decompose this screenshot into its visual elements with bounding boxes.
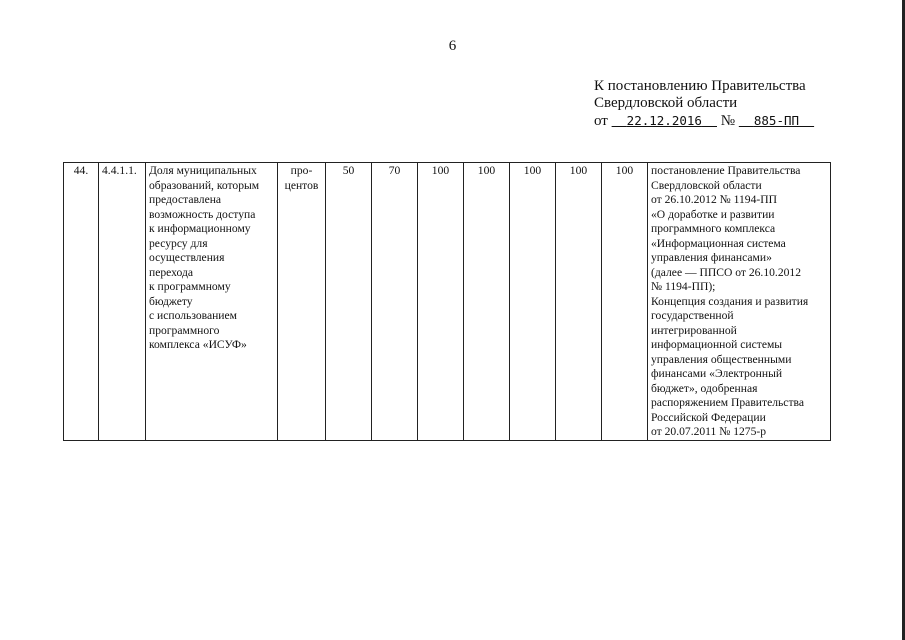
value-cell: 70 — [372, 163, 418, 441]
value-cell: 100 — [464, 163, 510, 441]
resolution-number: 885-ПП — [753, 113, 800, 128]
resolution-date: 22.12.2016 — [626, 113, 702, 128]
value-cell: 50 — [326, 163, 372, 441]
value-cell: 100 — [602, 163, 648, 441]
indicator-name: Доля муниципальных образований, которым предоставлена возможность доступа к информационному ресурсу для осуществления перехода к программному бюджету с использованием программного комплекса «ИСУФ» — [146, 163, 278, 441]
unit-of-measure: про- центов — [278, 163, 326, 441]
value-cell: 100 — [418, 163, 464, 441]
resolution-header — [594, 78, 894, 130]
page-number: 6 — [448, 38, 457, 54]
indicators-table — [63, 162, 831, 441]
header-line-1: К постановлению Правительства — [594, 78, 806, 94]
date-line — [594, 112, 894, 130]
row-code: 4.4.1.1. — [99, 163, 146, 441]
row-index: 44. — [64, 163, 99, 441]
value-cell: 100 — [556, 163, 602, 441]
header-line-2: Свердловской области — [594, 95, 738, 111]
source-document: постановление Правительства Свердловской области от 26.10.2012 № 1194-ПП «О доработке и развитии программного комплекса «Информационная система управления финансами» (далее — ППСО от 26.10.2012 № 1194-ПП); Концепция создания и развития государственной интегрированной информационной системы управления общественными финансами «Электронный бюджет», одобренная распоряжением Правительства Российской Федерации от 20.07.2011 № 1275-р — [648, 163, 831, 441]
date-prefix: от — [594, 113, 608, 129]
table-row — [64, 163, 831, 441]
number-sign: № — [720, 113, 736, 129]
value-cell: 100 — [510, 163, 556, 441]
